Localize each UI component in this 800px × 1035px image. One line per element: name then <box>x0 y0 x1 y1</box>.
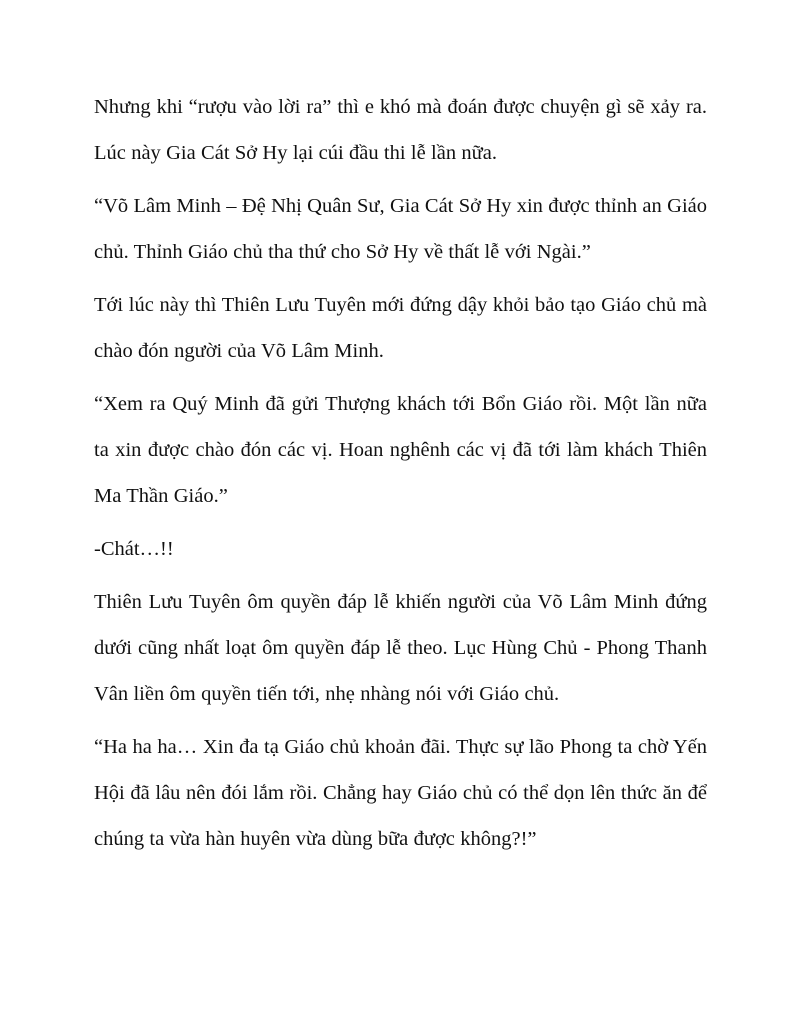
paragraph: “Võ Lâm Minh – Đệ Nhị Quân Sư, Gia Cát Sở Hy xin được thỉnh an Giáo chủ. Thỉnh Giáo chủ tha thứ cho Sở Hy về thất lễ với Ngài.” <box>94 195 707 263</box>
paragraph: “Xem ra Quý Minh đã gửi Thượng khách tới Bổn Giáo rồi. Một lần nữa ta xin được chào đón các vị. Hoan nghênh các vị đã tới làm khách Thiên Ma Thần Giáo.” <box>94 393 707 507</box>
paragraph: Tới lúc này thì Thiên Lưu Tuyên mới đứng dậy khỏi bảo tạo Giáo chủ mà chào đón người của Võ Lâm Minh. <box>94 294 707 362</box>
body-text-column <box>94 84 707 862</box>
paragraph: -Chát…!! <box>94 538 174 560</box>
paragraph: Thiên Lưu Tuyên ôm quyền đáp lễ khiến người của Võ Lâm Minh đứng dưới cũng nhất loạt ôm quyền đáp lễ theo. Lục Hùng Chủ - Phong Thanh Vân liền ôm quyền tiến tới, nhẹ nhàng nói với Giáo chủ. <box>94 591 707 705</box>
paragraph: “Ha ha ha… Xin đa tạ Giáo chủ khoản đãi. Thực sự lão Phong ta chờ Yến Hội đã lâu nên đói lắm rồi. Chẳng hay Giáo chủ có thể dọn lên thức ăn để chúng ta vừa hàn huyên vừa dùng bữa được không?!” <box>94 736 707 850</box>
paragraph: Nhưng khi “rượu vào lời ra” thì e khó mà đoán được chuyện gì sẽ xảy ra. Lúc này Gia Cát Sở Hy lại cúi đầu thi lễ lần nữa. <box>94 96 707 164</box>
